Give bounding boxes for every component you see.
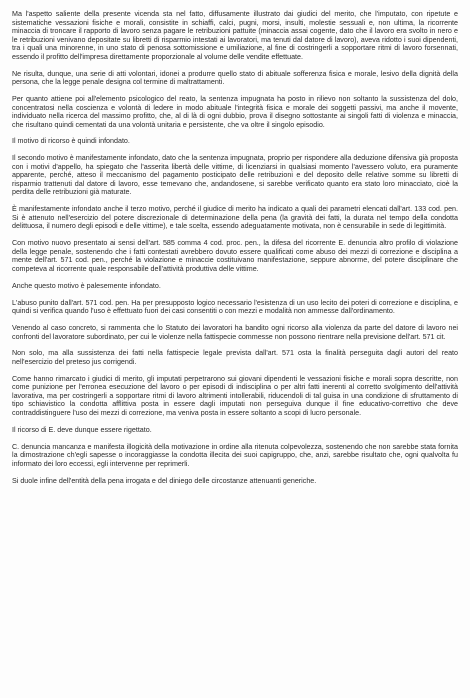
paragraph: Con motivo nuovo presentato ai sensi dell'art. 585 comma 4 cod. proc. pen., la difesa del ricorrente E. denuncia altro profilo di violazione della legge penale, sostenendo che i fatti contestati avrebbero dovuto essere qualificati come abuso dei mezzi di correzione e disciplina a mente dell'art. 571 cod. pen., perché la violazione e minaccie costituivano manifestazione, seppure abnorme, del potere disciplinare che competeva al ricorrente quale responsabile dell'attività produttiva delle vittime. [12,239,458,273]
paragraph: Per quanto attiene poi all'elemento psicologico del reato, la sentenza impugnata ha posto in rilievo non soltanto la sussistenza del dolo, concentratosi nella coscienza e volontà di ledere in modo abituale l'integrità fisica e morale dei soggetti passivi, ma anche il movente, individuato nella ricerca del massimo profitto, che, al di là di ogni dubbio, prova il disegno sottostante ai singoli fatti di violenza e minaccia, che risultano quindi cementati da una volontà unitaria e persistente, che va oltre il singolo episodio. [12,94,458,129]
paragraph: C. denuncia mancanza e manifesta illogicità della motivazione in ordine alla ritenuta colpevolezza, sostenendo che non sarebbe stata fornita la dimostrazione ch'egli sapesse o incoraggiasse la condotta illecita dei suoi capigruppo, che, anzi, sarebbe risultato che, ogni qualvolta fu informato dei loro eccessi, egli intervenne per reprimerli. [12,442,458,468]
paragraph: Il motivo di ricorso è quindi infondato. [12,137,130,146]
paragraph: Come hanno rimarcato i giudici di merito, gli imputati perpetrarono sui giovani dipendenti le vessazioni fisiche e morali sopra descritte, non come punizione per l'erronea esecuzione del lavoro o per episodi di indisciplina o per altri fatti inerenti al corretto svolgimento dell'attività lavorativa, ma per costringerli a sopportare ritmi di lavoro altrimenti intollerabili, riducendoli di tal guisa in una condizione di sfruttamento di tipo schiavistico la condotta afflittiva posta in essere dagli imputati non perseguiva dunque il fine educativo-correttivo che deve contraddistinguere l'uso dei mezzi di correzione, ma veniva posta in essere soltanto a scopi di lucro personale. [12,374,458,417]
paragraph: Venendo al caso concreto, si rammenta che lo Statuto dei lavoratori ha bandito ogni ricorso alla violenza da parte del datore di lavoro nei confronti del lavoratore subordinato, per cui le violenze nella fattispecie commesse non possono rientrare nella previsione dell'art. 571 cit. [12,323,458,341]
paragraph: Si duole infine dell'entità della pena irrogata e del diniego delle circostanze attenuanti generiche. [12,476,317,485]
paragraph: Ma l'aspetto saliente della presente vicenda sta nel fatto, diffusamente illustrato dai giudici del merito, che l'imputato, con ripetute e sistematiche vessazioni fisiche e morali, consistite in schiaffi, calci, pugni, morsi, insulti, molestie sessuali e, non ultima, la ricorrente minaccia di troncare il rapporto di lavoro senza pagare le retribuzioni pattuite (minaccia assai cogente, dato che il lavoro era svolto in nero e le retribuzioni venivano depositate su libretti di risparmio intestati ai lavoratori, ma tenuti dal datore di lavoro), aveva ridotto i suoi dipendenti, tra i quali una minorenne, in uno stato di penosa sottomissione e umiliazione, al fine di costringerli a sopportare ritmi di lavoro forsennati, essendo il profitto dell'impresa direttamente proporzionale al volume delle vendite effettuate. [12,10,458,61]
paragraph: L'abuso punito dall'art. 571 cod. pen. Ha per presupposto logico necessario l'esistenza di un uso lecito dei poteri di correzione e disciplina, e quindi si verifica quando l'uso è effettuato fuori dei casi consentiti o con mezzi e modalità non ammesse dall'ordinamento. [12,298,458,316]
paragraph: Il ricorso di E. deve dunque essere rigettato. [12,425,152,434]
paragraph: Anche questo motivo è palesemente infondato. [12,281,161,290]
paragraph: È manifestamente infondato anche il terzo motivo, perché il giudice di merito ha indicato a quali dei parametri elencati dall'art. 133 cod. pen. Si è attenuto nell'esercizio del potere discrezionale di determinazione della pena (la gravità dei fatti, la durata nel tempo della condotta delittuosa, il numero degli episodi e delle vittime), e tale scelta, essendo adeguatamente motivata, non è censurabile in sede di legittimità. [12,205,458,231]
paragraph: Il secondo motivo è manifestamente infondato, dato che la sentenza impugnata, proprio per rispondere alla deduzione difensiva già proposta con i motivi d'appello, ha spiegato che l'asserita libertà delle vittime, di licenziarsi in qualsiasi momento l'avessero voluto, era puramente apparente, perché, atteso il meccanismo del pagamento posticipato delle retribuzioni e del deposito delle relative somme su libretti di risparmio trattenuti dal datore di lavoro, esse temevano che, andandosene, si sarebbe verificato quanto era stato loro minacciato, cioè la perdita delle retribuzioni già maturate. [12,154,458,197]
paragraph: Ne risulta, dunque, una serie di atti volontari, idonei a produrre quello stato di abituale sofferenza fisica e morale, lesivo della dignità della persona, che la legge penale designa col termine di maltrattamenti. [12,69,458,87]
paragraph: Non solo, ma alla sussistenza dei fatti nella fattispecie legale prevista dall'art. 571 osta la finalità perseguita dagli autori del reato nell'esercizio del preteso jus corrigendi. [12,349,458,366]
